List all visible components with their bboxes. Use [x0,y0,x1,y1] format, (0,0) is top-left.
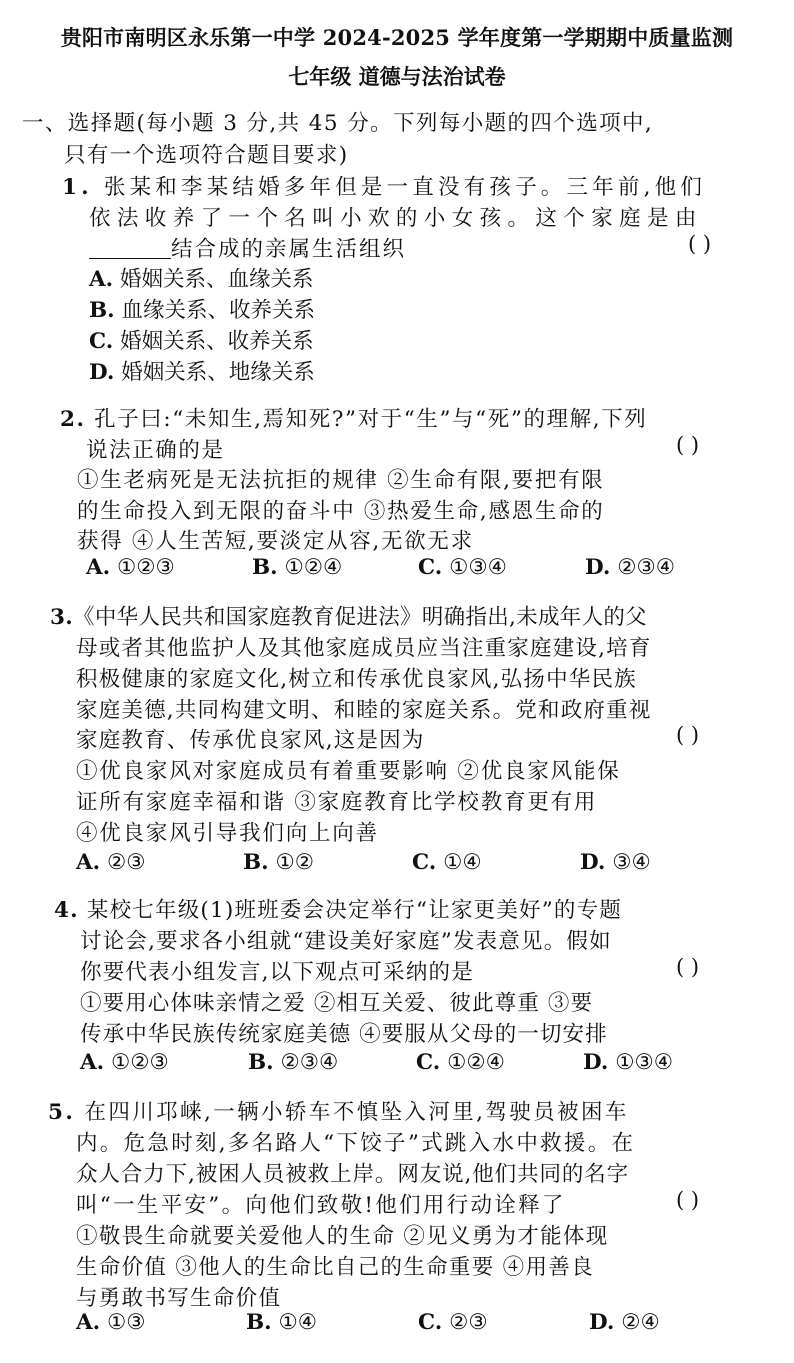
question-3-line: 家庭教育、传承优良家风,这是因为 [76,728,425,753]
exam-subtitle: 七年级 道德与法治试卷 [288,64,506,89]
option-d: D. 婚姻关系、地缘关系 [89,360,315,385]
question-3-line: 家庭美德,共同构建文明、和睦的家庭关系。党和政府重视 [76,698,652,723]
question-2-statement: 的生命投入到无限的奋斗中 ③热爱生命,感恩生命的 [77,499,605,524]
option-b: B. ①② [243,850,315,875]
question-3-line: 3.《中华人民共和国家庭教育促进法》明确指出,未成年人的父 [50,605,647,630]
question-4-statement: ①要用心体味亲情之爱 ②相互关爱、彼此尊重 ③要 [80,991,594,1016]
question-2-statement: ①生老病死是无法抗拒的规律 ②生命有限,要把有限 [77,468,605,493]
question-4-line: 4. 某校七年级(1)班班委会决定举行“让家更美好”的专题 [54,898,623,923]
option-d: D. ①③④ [583,1050,674,1075]
question-5-statement: 与勇敢书写生命价值 [76,1286,282,1311]
option-c: C. 婚姻关系、收养关系 [89,329,314,354]
question-5-line: 内。危急时刻,多名路人“下饺子”式跳入水中救援。在 [76,1131,636,1156]
section-heading: 一、选择题(每小题 3 分,共 45 分。下列每小题的四个选项中, [22,111,654,136]
answer-bracket: ( ) [688,232,712,256]
answer-blank [89,240,171,259]
question-4-line: 你要代表小组发言,以下观点可采纳的是 [80,960,474,985]
option-b: B. 血缘关系、收养关系 [89,298,316,323]
answer-bracket: ( ) [676,723,700,747]
question-5-line: 5. 在四川邛崃,一辆小轿车不慎坠入河里,驾驶员被困车 [48,1100,629,1125]
option-b: B. ①④ [246,1310,318,1335]
question-2-statement: 获得 ④人生苦短,要淡定从容,无欲无求 [77,529,474,554]
option-b: B. ①②④ [252,555,343,580]
option-d: D. ②③④ [585,555,676,580]
option-d: D. ③④ [580,850,651,875]
section-heading-cont: 只有一个选项符合题目要求) [64,143,349,168]
question-3-statement: ①优良家风对家庭成员有着重要影响 ②优良家风能保 [76,759,621,784]
answer-bracket: ( ) [676,433,700,457]
question-3-line: 积极健康的家庭文化,树立和传承优良家风,弘扬中华民族 [76,667,637,692]
option-a: A. ①③ [76,1310,146,1335]
option-c: C. ①③④ [418,555,507,580]
option-b: B. ②③④ [248,1050,339,1075]
question-4-line: 讨论会,要求各小组就“建设美好家庭”发表意见。假如 [80,929,612,954]
option-a: A. ①②③ [86,555,175,580]
question-5-statement: ①敬畏生命就要关爱他人的生命 ②见义勇为才能体现 [76,1224,609,1249]
exam-title: 贵阳市南明区永乐第一中学 2024-2025 学年度第一学期期中质量监测 [60,25,734,50]
question-2-line: 2. 孔子曰:“未知生,焉知死?”对于“生”与“死”的理解,下列 [60,407,648,432]
question-1-line: 1. 张某和李某结婚多年但是一直没有孩子。三年前,他们 [62,175,707,200]
option-a: A. ②③ [76,850,146,875]
question-5-line: 叫“一生平安”。向他们致敬!他们用行动诠释了 [76,1193,566,1218]
option-c: C. ①②④ [416,1050,505,1075]
option-a: A. 婚姻关系、血缘关系 [89,267,314,292]
question-3-line: 母或者其他监护人及其他家庭成员应当注重家庭建设,培育 [76,636,652,661]
option-c: C. ②③ [418,1310,488,1335]
option-a: A. ①②③ [80,1050,169,1075]
answer-bracket: ( ) [676,1188,700,1212]
question-1-line: 依法收养了一个名叫小欢的小女孩。这个家庭是由 [89,206,703,231]
question-5-statement: 生命价值 ③他人的生命比自己的生命重要 ④用善良 [76,1255,594,1280]
question-1-line: 结合成的亲属生活组织 [89,232,406,263]
option-c: C. ①④ [412,850,482,875]
question-5-line: 众人合力下,被困人员被救上岸。网友说,他们共同的名字 [76,1162,630,1187]
question-3-statement: 证所有家庭幸福和谐 ③家庭教育比学校教育更有用 [76,790,598,815]
question-2-line: 说法正确的是 [86,438,225,463]
question-3-statement: ④优良家风引导我们向上向善 [76,821,379,846]
answer-bracket: ( ) [676,955,700,979]
question-4-statement: 传承中华民族传统家庭美德 ④要服从父母的一切安排 [80,1022,608,1047]
option-d: D. ②④ [589,1310,660,1335]
